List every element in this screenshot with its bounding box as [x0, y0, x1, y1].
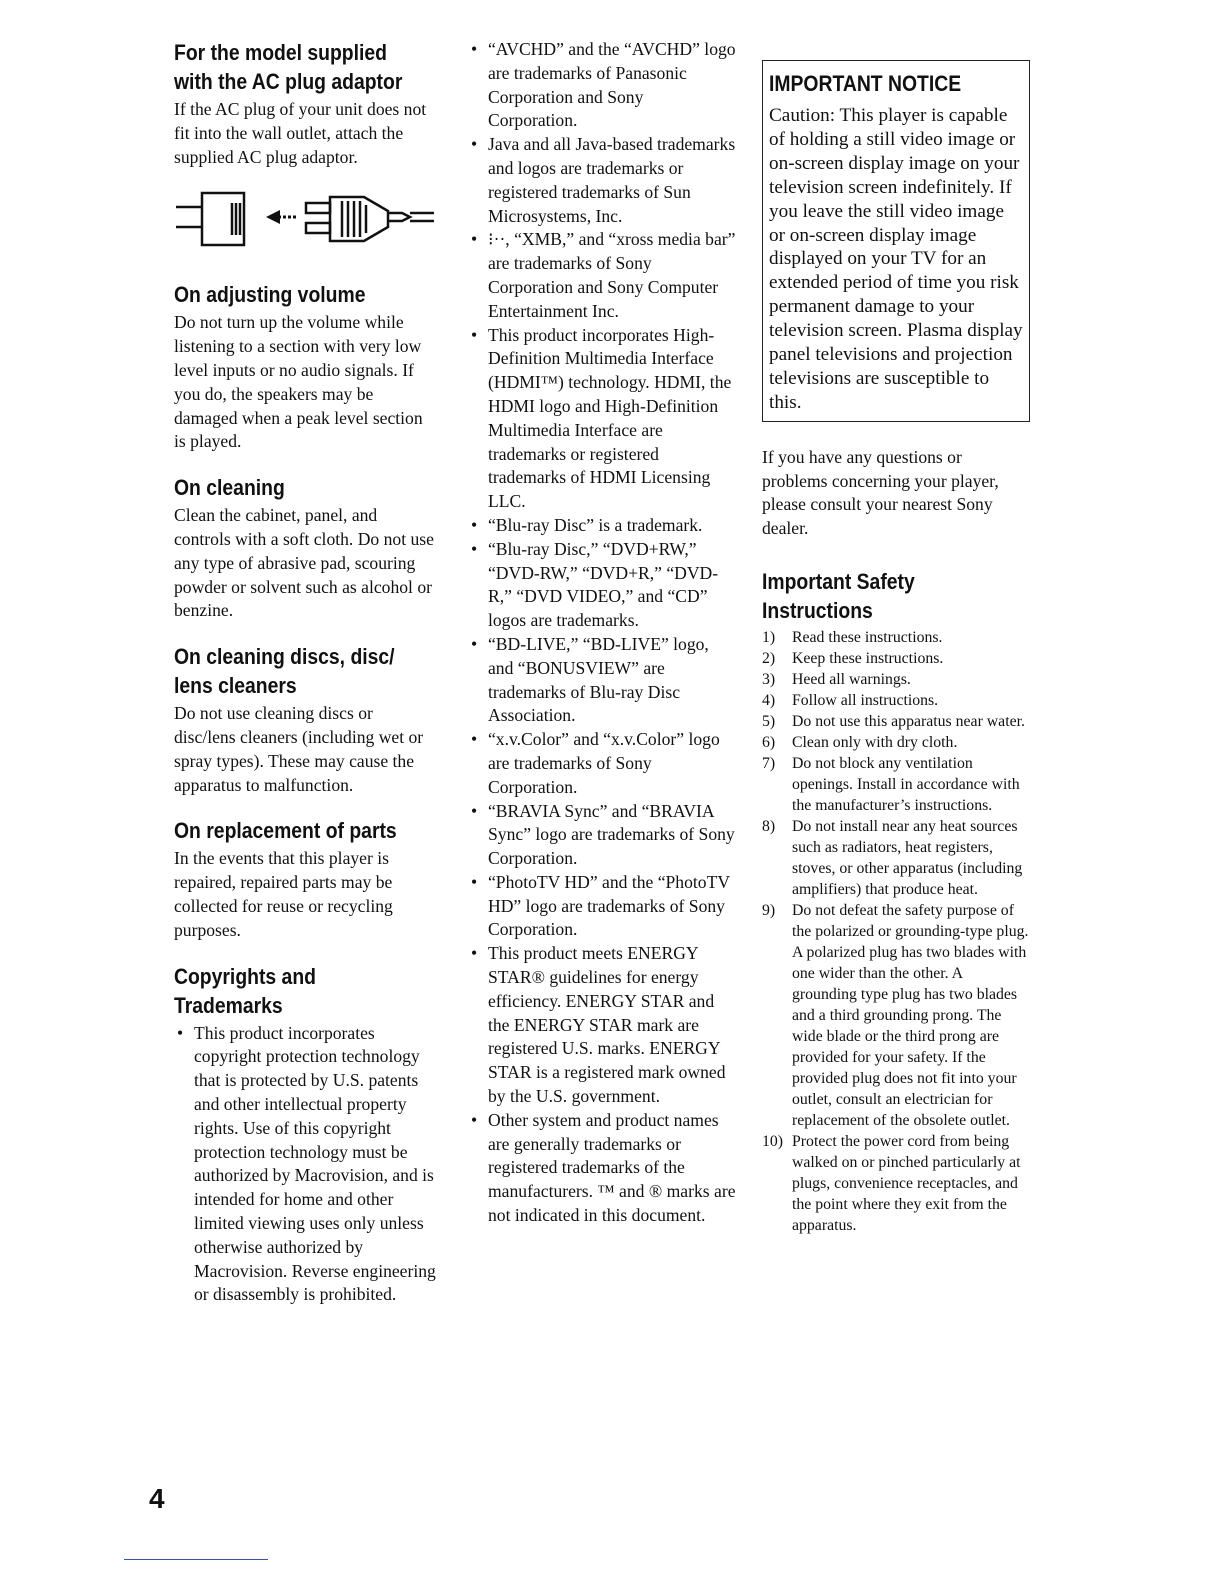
- list-item: • “PhotoTV HD” and the “PhotoTV HD” logo are trademarks of Sony Corporation.: [468, 871, 736, 942]
- questions-text: If you have any questions or problems concerning your player, please consult your nearest Sony dealer.: [762, 446, 999, 539]
- list-item: • “x.v.Color” and “x.v.Color” logo are trademarks of Sony Corporation.: [468, 728, 736, 799]
- section-text: In the events that this player is repaired, repaired parts may be collected for reuse or recycling purposes.: [174, 848, 393, 940]
- section-heading: On replacement of parts: [174, 818, 397, 844]
- list-item: • Java and all Java-based trademarks and logos are trademarks or registered trademarks of Sun Microsystems, Inc.: [468, 133, 736, 228]
- list-item: 9) Do not defeat the safety purpose of the polarized or grounding-type plug. A polarized plug has two blades with one wider than the other. A grounding type plug has two blades and a third grounding prong. The wide blade or the third prong are provided for your safety. If the provided plug does not fit into your outlet, consult an electrician for replacement of the obsolete outlet.: [762, 901, 1029, 1129]
- important-notice-box: [762, 60, 1030, 422]
- list-item: • ⁝··, “XMB,” and “xross media bar” are trademarks of Sony Corporation and Sony Computer Entertainment Inc.: [468, 228, 736, 323]
- section-heading: Copyrights and Trademarks: [174, 963, 316, 1018]
- list-item: • This product meets ENERGY STAR® guidelines for energy efficiency. ENERGY STAR and the ENERGY STAR mark are registered U.S. marks. ENERGY STAR is a registered mark owned by the U.S. government.: [468, 942, 736, 1109]
- list-item: • This product incorporates copyright protection technology that is protected by U.S. patents and other intellectual property rights. Use of this copyright protection technology must be authorized by Macrovision, and is intended for home and other limited viewing uses only unless otherwise authorized by Macrovision. Reverse engineering or disassembly is prohibited.: [174, 1022, 436, 1308]
- list-item: 4) Follow all instructions.: [762, 691, 939, 709]
- section-cleaning-discs: [174, 642, 436, 797]
- section-replacement-of-parts: [174, 816, 436, 942]
- section-adjusting-volume: [174, 280, 436, 454]
- section-heading: For the model supplied with the AC plug adaptor: [174, 40, 403, 94]
- plug-body: [306, 197, 434, 241]
- safety-title: Important Safety Instructions: [762, 568, 915, 623]
- ac-plug-adaptor-illustration: [174, 183, 436, 261]
- right-column: [762, 38, 1030, 1236]
- list-item: 5) Do not use this apparatus near water.: [762, 712, 1025, 730]
- adaptor-prong-lines: [176, 207, 202, 227]
- footer-divider: [124, 1559, 268, 1560]
- trademark-list: [468, 38, 736, 1228]
- list-item: • “BD-LIVE,” “BD-LIVE” logo, and “BONUSVIEW” are trademarks of Blu-ray Disc Association.: [468, 633, 736, 728]
- list-item: 10) Protect the power cord from being walked on or pinched particularly at plugs, convenience receptacles, and the point where they exit from the apparatus.: [762, 1132, 1021, 1234]
- list-item: • This product incorporates High-Definition Multimedia Interface (HDMI™) technology. HDMI, the HDMI logo and High-Definition Multimedia Interface are trademarks or registered trademarks of HDMI Licensing LLC.: [468, 324, 736, 514]
- list-item: • “Blu-ray Disc” is a trademark.: [468, 514, 736, 538]
- list-item: • “BRAVIA Sync” and “BRAVIA Sync” logo are trademarks of Sony Corporation.: [468, 800, 736, 871]
- list-item: 6) Clean only with dry cloth.: [762, 733, 958, 751]
- page-number: 4: [149, 1483, 165, 1514]
- left-column: [174, 38, 436, 1326]
- list-item: 7) Do not block any ventilation openings. Install in accordance with the manufacturer’s instructions.: [762, 754, 1020, 814]
- adaptor-body: [202, 193, 244, 245]
- list-item: • “Blu-ray Disc,” “DVD+RW,” “DVD-RW,” “DVD+R,” “DVD-R,” “DVD VIDEO,” and “CD” logos are trademarks.: [468, 538, 736, 633]
- section-heading: On cleaning: [174, 475, 285, 501]
- section-heading: On adjusting volume: [174, 282, 366, 308]
- list-item: 2) Keep these instructions.: [762, 649, 944, 667]
- list-item: 3) Heed all warnings.: [762, 670, 911, 688]
- insert-arrow-icon: [266, 210, 298, 224]
- section-copyrights: [174, 962, 436, 1308]
- copyright-list: [174, 1022, 436, 1308]
- section-ac-plug-adaptor: [174, 38, 436, 261]
- section-text: If the AC plug of your unit does not fit into the wall outlet, attach the supplied AC plug adaptor.: [174, 99, 427, 167]
- notice-title: IMPORTANT NOTICE: [769, 71, 962, 96]
- list-item: • Other system and product names are generally trademarks or registered trademarks of the manufacturers. ™ and ® marks are not indicated in this document.: [468, 1109, 736, 1228]
- section-text: Do not turn up the volume while listening to a section with very low level inputs or no audio signals. If you do, the speakers may be damaged when a peak level section is played.: [174, 312, 423, 452]
- middle-column: [468, 38, 736, 1228]
- list-item: • “AVCHD” and the “AVCHD” logo are trademarks of Panasonic Corporation and Sony Corporation.: [468, 38, 736, 133]
- notice-text: Caution: This player is capable of holding a still video image or on-screen display image on your television screen indefinitely. If you leave the still video image or on-screen display image displayed on your TV for an extended period of time you risk permanent damage to your television screen. Plasma display panel televisions and projection televisions are susceptible to this.: [769, 105, 1023, 413]
- list-item: 1) Read these instructions.: [762, 628, 943, 646]
- section-cleaning: [174, 473, 436, 623]
- section-heading: On cleaning discs, disc/ lens cleaners: [174, 644, 395, 699]
- section-text: Clean the cabinet, panel, and controls with a soft cloth. Do not use any type of abrasive pad, scouring powder or solvent such as alcohol or benzine.: [174, 505, 434, 621]
- list-item: 8) Do not install near any heat sources such as radiators, heat registers, stoves, or other apparatus (including amplifiers) that produce heat.: [762, 817, 1023, 898]
- section-text: Do not use cleaning discs or disc/lens cleaners (including wet or spray types). These may cause the apparatus to malfunction.: [174, 703, 424, 795]
- safety-instructions-list: [762, 627, 1030, 1236]
